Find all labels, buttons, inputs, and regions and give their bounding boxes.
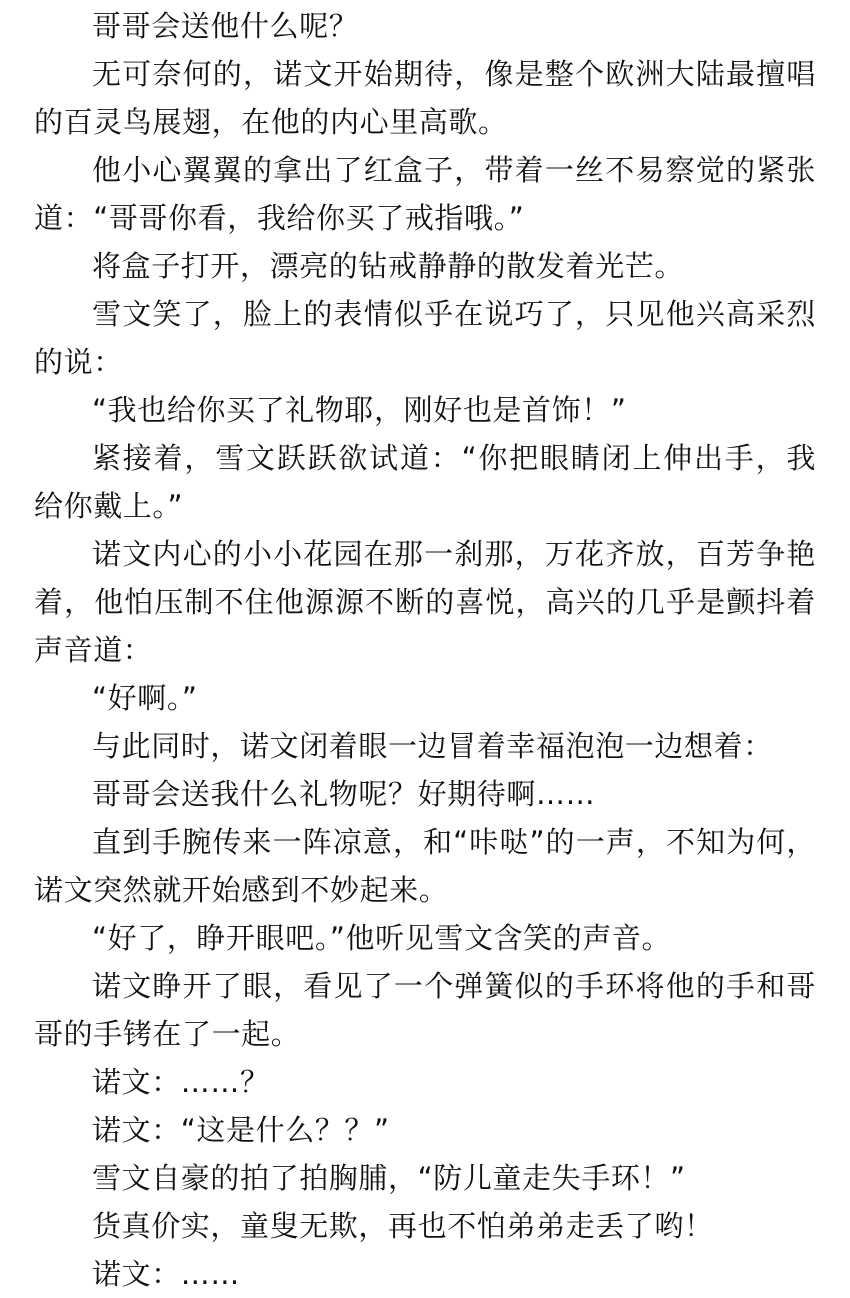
paragraph: 无可奈何的，诺文开始期待，像是整个欧洲大陆最擅唱的百灵鸟展翅，在他的内心里高歌。 — [34, 57, 816, 139]
paragraph: 哥哥会送我什么礼物呢？好期待啊…… — [92, 777, 596, 811]
paragraph: 他小心翼翼的拿出了红盒子，带着一丝不易察觉的紧张道：“哥哥你看，我给你买了戒指哦。” — [34, 153, 816, 235]
paragraph: 雪文自豪的拍了拍胸脯，“防儿童走失手环！” — [92, 1161, 686, 1195]
paragraph: 直到手腕传来一阵凉意，和“咔哒”的一声，不知为何，诺文突然就开始感到不妙起来。 — [34, 825, 816, 907]
paragraph: 诺文睁开了眼，看见了一个弹簧似的手环将他的手和哥哥的手铐在了一起。 — [34, 969, 816, 1051]
paragraph: 哥哥会送他什么呢？ — [92, 9, 359, 43]
paragraph: “我也给你买了礼物耶，刚好也是首饰！” — [92, 393, 627, 427]
paragraph: 诺文内心的小小花园在那一刹那，万花齐放，百芳争艳着，他怕压制不住他源源不断的喜悦，高兴的几乎是颤抖着声音道： — [34, 537, 816, 667]
paragraph: 与此同时，诺文闭着眼一边冒着幸福泡泡一边想着： — [92, 729, 773, 763]
paragraph: 诺文：“这是什么？？” — [92, 1113, 390, 1147]
paragraph: 诺文：…… — [92, 1257, 241, 1291]
paragraph: 紧接着，雪文跃跃欲试道：“你把眼睛闭上伸出手，我给你戴上。” — [34, 441, 816, 523]
paragraph: 雪文笑了，脸上的表情似乎在说巧了，只见他兴高采烈的说： — [34, 297, 816, 379]
paragraph: 诺文：……？ — [92, 1065, 270, 1099]
paragraph: “好了，睁开眼吧。”他听见雪文含笑的声音。 — [92, 921, 672, 955]
paragraph: 货真价实，童叟无欺，再也不怕弟弟走丢了哟！ — [92, 1209, 714, 1243]
paragraph: “好啊。” — [92, 681, 198, 715]
paragraph: 将盒子打开，漂亮的钻戒静静的散发着光芒。 — [92, 249, 685, 283]
